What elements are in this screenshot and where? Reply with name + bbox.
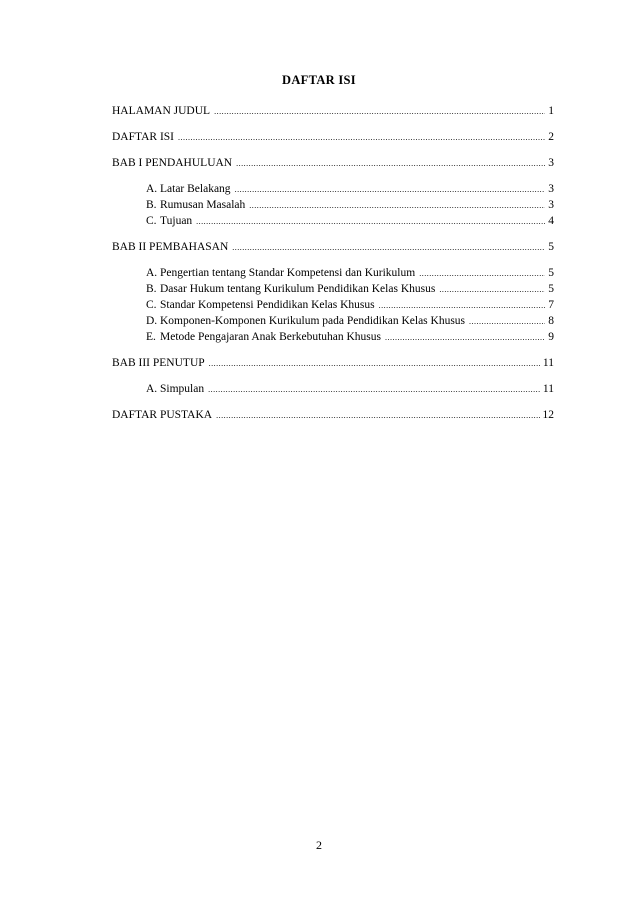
dot-leader — [236, 157, 545, 170]
toc-entry-label: HALAMAN JUDUL — [112, 104, 214, 118]
toc-entry-bab-2 — [112, 240, 554, 254]
toc-entry-page: 9 — [545, 330, 554, 344]
toc-entry-page: 2 — [545, 130, 554, 144]
dot-leader — [216, 409, 539, 422]
toc-entry-page: 11 — [540, 382, 554, 396]
dot-leader — [208, 383, 540, 396]
toc-subentry-komponen — [112, 314, 554, 328]
toc-entry-page: 8 — [545, 314, 554, 328]
toc-subentry-latar-belakang — [112, 182, 554, 196]
toc-entry-page: 11 — [540, 356, 554, 370]
toc-entry-letter: A. — [146, 267, 158, 279]
toc-entry-label: BAB I PENDAHULUAN — [112, 156, 236, 170]
toc-entry-daftar-pustaka — [112, 408, 554, 422]
dot-leader — [419, 267, 545, 280]
toc-entry-page: 12 — [540, 408, 555, 422]
toc-entry-label: Standar Kompetensi Pendidikan Kelas Khusus — [160, 299, 375, 311]
dot-leader — [379, 299, 546, 312]
toc-entry-letter: A. — [146, 183, 158, 195]
toc-entry-page: 1 — [545, 104, 554, 118]
toc-subentry-standar-kompetensi — [112, 298, 554, 312]
dot-leader — [249, 199, 545, 212]
dot-leader — [196, 215, 545, 228]
toc-entry-label: Metode Pengajaran Anak Berkebutuhan Khusus — [160, 331, 382, 343]
toc-entry-letter: C. — [146, 215, 157, 227]
document-title: DAFTAR ISI — [282, 73, 356, 87]
dot-leader — [385, 331, 545, 344]
toc-entry-label: DAFTAR ISI — [112, 130, 178, 144]
toc-entry-label: Latar Belakang — [160, 183, 231, 195]
toc-entry-page: 7 — [545, 298, 554, 312]
toc-entry-page: 3 — [545, 156, 554, 170]
toc-subentry-simpulan — [112, 382, 554, 396]
toc-subentry-metode — [112, 330, 554, 344]
toc-entry-page: 5 — [545, 266, 554, 280]
toc-subentry-dasar-hukum — [112, 282, 554, 296]
dot-leader — [232, 241, 545, 254]
toc-entry-label: BAB III PENUTUP — [112, 356, 209, 370]
toc-entry-page: 5 — [545, 282, 554, 296]
toc-entry-page: 3 — [545, 182, 554, 196]
toc-entry-bab-1 — [112, 156, 554, 170]
toc-entry-label: BAB II PEMBAHASAN — [112, 240, 232, 254]
toc-entry-label: Dasar Hukum tentang Kurikulum Pendidikan Kelas Khusus — [160, 283, 436, 295]
toc-subentry-tujuan — [112, 214, 554, 228]
toc-entry-letter: E. — [146, 331, 156, 343]
page-number: 2 — [316, 838, 322, 852]
toc-entry-page: 4 — [545, 214, 554, 228]
toc-entry-letter: A. — [146, 383, 158, 395]
toc-entry-label: DAFTAR PUSTAKA — [112, 408, 216, 422]
toc-entry-letter: C. — [146, 299, 157, 311]
toc-entry-letter: B. — [146, 199, 157, 211]
toc-entry-letter: D. — [146, 315, 158, 327]
dot-leader — [235, 183, 546, 196]
dot-leader — [209, 357, 540, 370]
toc-entry-bab-3 — [112, 356, 554, 370]
toc-entry-page: 3 — [545, 198, 554, 212]
dot-leader — [439, 283, 545, 296]
toc-entry-label: Pengertian tentang Standar Kompetensi dan Kurikulum — [160, 267, 416, 279]
dot-leader — [214, 105, 545, 118]
toc-subentry-pengertian — [112, 266, 554, 280]
toc-entry-letter: B. — [146, 283, 157, 295]
toc-entry-halaman-judul — [112, 104, 554, 118]
toc-entry-label: Simpulan — [160, 383, 205, 395]
toc-entry-label: Komponen-Komponen Kurikulum pada Pendidikan Kelas Khusus — [160, 315, 466, 327]
toc-entry-page: 5 — [545, 240, 554, 254]
dot-leader — [178, 131, 545, 144]
toc-entry-label: Tujuan — [160, 215, 193, 227]
toc-entry-daftar-isi — [112, 130, 554, 144]
table-of-contents — [112, 104, 554, 422]
toc-subentry-rumusan-masalah — [112, 198, 554, 212]
dot-leader — [469, 315, 545, 328]
toc-entry-label: Rumusan Masalah — [160, 199, 246, 211]
